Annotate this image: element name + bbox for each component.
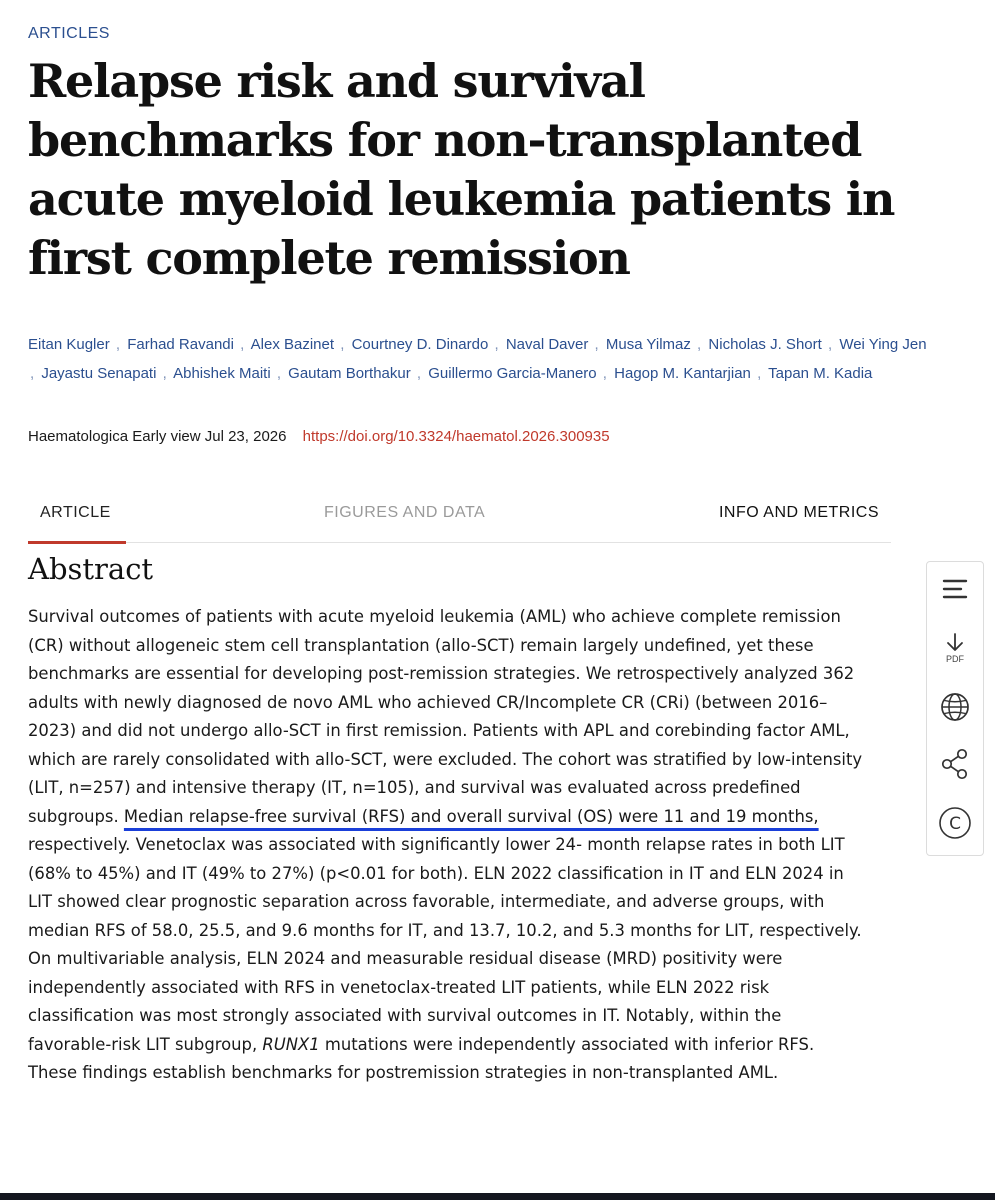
language-button[interactable]	[927, 692, 983, 722]
author-link[interactable]: Musa Yilmaz	[605, 336, 691, 353]
abstract-body	[28, 603, 868, 1088]
copyright-button[interactable]	[927, 806, 983, 840]
author-link[interactable]: Abhishek Maiti	[173, 365, 271, 382]
copyright-icon	[938, 806, 972, 840]
tab-figures-and-data[interactable]: FIGURES AND DATA	[324, 504, 486, 521]
author-link[interactable]: Eitan Kugler	[28, 336, 110, 353]
author-link[interactable]: Nicholas J. Short	[708, 336, 822, 353]
author-separator: ,	[598, 365, 607, 382]
author-link[interactable]: Jayastu Senapati	[41, 365, 157, 382]
author-link[interactable]: Gautam Borthakur	[288, 365, 411, 382]
author-separator: ,	[412, 365, 422, 382]
author-separator: ,	[30, 365, 35, 382]
globe-icon	[940, 692, 970, 722]
bottom-bar	[0, 1193, 995, 1200]
pdf-download-button[interactable]	[927, 633, 983, 664]
share-button[interactable]	[927, 748, 983, 780]
author-separator: ,	[823, 336, 833, 353]
abstract-text-part1: Survival outcomes of patients with acute myeloid leukemia (AML) who achieve complete remission (CR) without allogeneic stem cell transplantation (allo-SCT) remain largely undefined, yet these benchmarks are essential for developing post-remission strategies. We retrospectively analyzed 362 adults with newly diagnosed de novo AML who achieved CR/Incomplete CR (CRi) (between 2016–2023) and did not undergo allo-SCT in first remission. Patients with APL and corebinding factor AML, which are rarely consolidated with allo-SCT, were excluded. The cohort was stratified by low-intensity (LIT, n=257) and intensive therapy (IT, n=105), and survival was evaluated across predefined subgroups.	[28, 607, 863, 826]
pdf-download-icon	[945, 633, 965, 653]
pdf-label: PDF	[946, 654, 964, 664]
journal-citation-line	[28, 428, 610, 445]
abstract-text-part3: mutations were independently associated with inferior RFS. These findings establish benchmarks for postremission strategies in non-transplanted AML.	[28, 1034, 815, 1082]
article-title: Relapse risk and survival benchmarks for non-transplanted acute myeloid leukemia patients in first complete remission	[28, 54, 895, 285]
author-link[interactable]: Farhad Ravandi	[127, 336, 234, 353]
author-link[interactable]: Wei Ying Jen	[839, 336, 927, 353]
tab-article[interactable]: ARTICLE	[40, 504, 111, 521]
abstract-highlighted-sentence: Median relapse-free survival (RFS) and overall survival (OS) were 11 and 19 months,	[123, 806, 819, 826]
abstract-text-part2: respectively. Venetoclax was associated with significantly lower 24- month relapse rates in both LIT (68% to 45%) and IT (49% to 27%) (p<0.01 for both). ELN 2022 classification in IT and ELN 2024 in LIT showed clear prognostic separation across favorable, intermediate, and adverse groups, with median RFS of 58.0, 25.5, and 9.6 months for IT, and 13.7, 10.2, and 5.3 months for LIT, respectively. On multivariable analysis, ELN 2024 and measurable residual disease (MRD) positivity were independently associated with RFS in venetoclax-treated LIT patients, while ELN 2022 risk classification was most strongly associated with survival outcomes in IT. Notably, within the favorable-risk LIT subgroup,	[28, 835, 862, 1054]
table-of-contents-button[interactable]	[927, 576, 983, 602]
author-link[interactable]: Guillermo Garcia-Manero	[428, 365, 597, 382]
author-separator: ,	[158, 365, 167, 382]
svg-text:C: C	[949, 814, 961, 834]
author-list	[28, 330, 928, 388]
gene-name-runx1: RUNX1	[262, 1034, 320, 1054]
doi-link[interactable]: https://doi.org/10.3324/haematol.2026.300935	[302, 428, 610, 445]
share-icon	[940, 748, 970, 780]
section-label[interactable]: ARTICLES	[28, 25, 110, 42]
tab-info-and-metrics[interactable]: INFO AND METRICS	[718, 504, 879, 521]
author-link[interactable]: Hagop M. Kantarjian	[614, 365, 751, 382]
list-icon	[942, 576, 968, 602]
article-tabs	[28, 490, 891, 543]
author-separator: ,	[692, 336, 702, 353]
abstract-heading: Abstract	[28, 552, 154, 586]
journal-citation: Haematologica Early view Jul 23, 2026	[28, 428, 287, 445]
active-tab-indicator	[28, 541, 126, 544]
author-separator: ,	[235, 336, 245, 353]
author-link[interactable]: Naval Daver	[505, 336, 589, 353]
article-tools-sidebar	[926, 561, 984, 856]
author-link[interactable]: Alex Bazinet	[250, 336, 335, 353]
author-separator: ,	[490, 336, 499, 353]
author-link[interactable]: Courtney D. Dinardo	[351, 336, 489, 353]
author-separator: ,	[336, 336, 345, 353]
author-link[interactable]: Tapan M. Kadia	[768, 365, 873, 382]
author-separator: ,	[111, 336, 121, 353]
author-separator: ,	[752, 365, 762, 382]
author-separator: ,	[590, 336, 599, 353]
author-separator: ,	[272, 365, 281, 382]
